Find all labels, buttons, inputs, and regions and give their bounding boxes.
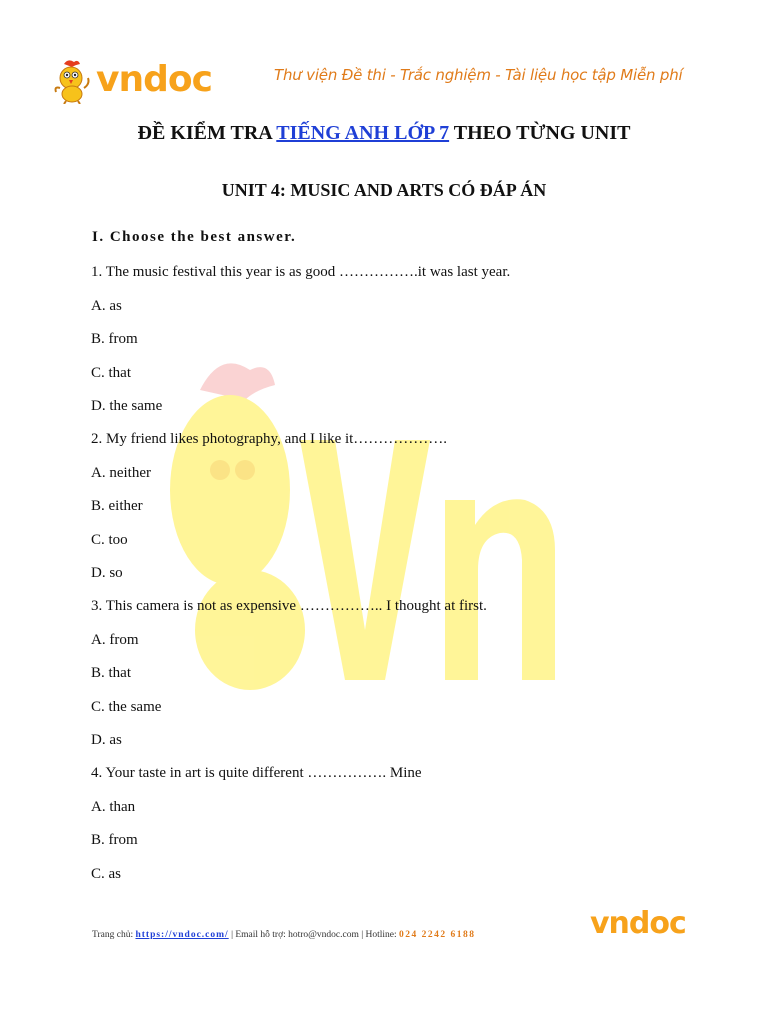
footer-hotline: 024 2242 6188 (399, 930, 476, 940)
site-tagline: Thư viện Đề thi - Trắc nghiệm - Tài liệu học tập Miễn phí (274, 66, 683, 84)
answer-option: D. as (91, 732, 122, 748)
answer-option: D. the same (91, 398, 163, 414)
question-line: 4. Your taste in art is quite different ……………. Mine (91, 765, 422, 781)
title-link[interactable]: TIẾNG ANH LỚP 7 (276, 122, 450, 144)
answer-option: C. that (91, 365, 131, 381)
title-suffix: THEO TỪNG UNIT (449, 122, 631, 144)
answer-option: A. as (91, 298, 122, 314)
answer-option: B. that (91, 665, 131, 681)
answer-option: B. either (91, 498, 143, 514)
footer-home-label: Trang chủ: (92, 930, 136, 940)
answer-option: C. too (91, 532, 128, 548)
section-heading: I. Choose the best answer. (92, 229, 297, 245)
answer-option: A. neither (91, 465, 151, 481)
document-subtitle: UNIT 4: MUSIC AND ARTS CÓ ĐÁP ÁN (221, 180, 547, 200)
answer-option: C. as (91, 866, 121, 882)
title-prefix: ĐỀ KIỂM TRA (137, 122, 277, 144)
rooster-mascot-icon (50, 58, 94, 104)
vndoc-watermark-icon (160, 330, 630, 730)
answer-option: A. than (91, 799, 136, 815)
question-line: 3. This camera is not as expensive …………….. I thought at first. (91, 598, 487, 614)
answer-option: A. from (91, 632, 139, 648)
footer-vndoc-logo[interactable]: vndoc (590, 906, 686, 941)
logo-text: vndoc (96, 59, 212, 100)
vndoc-logo[interactable] (50, 58, 210, 106)
answer-option: B. from (91, 331, 138, 347)
question-line: 2. My friend likes photography, and I like it………………. (91, 431, 448, 447)
page-footer (92, 930, 476, 940)
document-title (0, 122, 768, 145)
answer-option: B. from (91, 832, 138, 848)
footer-home-link[interactable]: https://vndoc.com/ (135, 930, 229, 940)
answer-option: C. the same (91, 699, 162, 715)
footer-email-text: | Email hỗ trợ: hotro@vndoc.com | Hotline: (228, 930, 400, 940)
question-line: 1. The music festival this year is as good …………….it was last year. (91, 264, 511, 280)
answer-option: D. so (91, 565, 123, 581)
